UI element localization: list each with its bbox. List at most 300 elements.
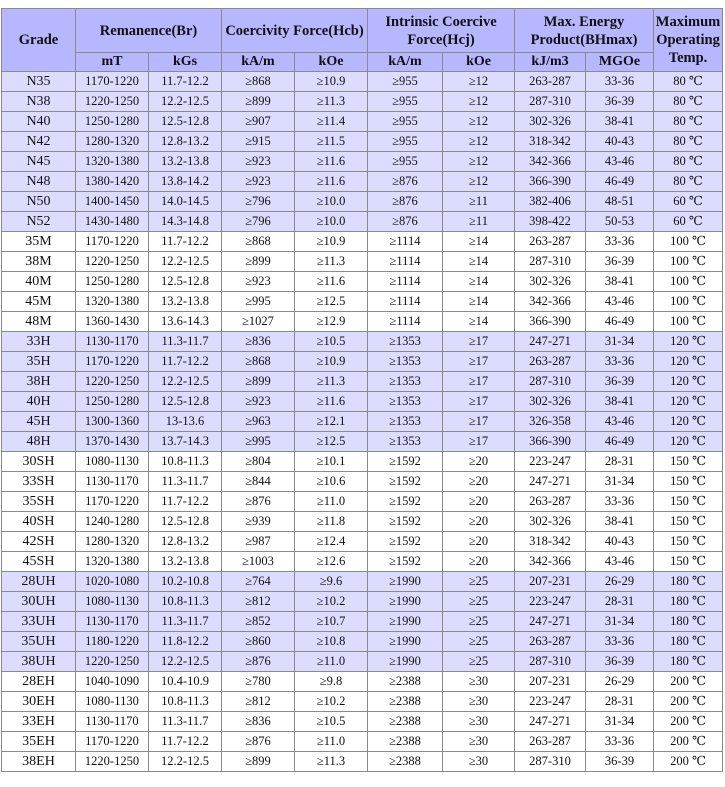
- hcb-kam-cell: ≥899: [222, 752, 295, 772]
- table-row: [2, 372, 723, 392]
- grade-cell: N48: [2, 172, 76, 192]
- max-temp-cell: 60 ℃: [654, 192, 723, 212]
- max-temp-cell: 120 ℃: [654, 432, 723, 452]
- table-row: [2, 252, 723, 272]
- max-temp-cell: 150 ℃: [654, 472, 723, 492]
- hcj-kam-cell: ≥1114: [368, 252, 443, 272]
- hcj-kam-cell: ≥1592: [368, 492, 443, 512]
- hcb-kam-cell: ≥764: [222, 572, 295, 592]
- max-temp-cell: 100 ℃: [654, 232, 723, 252]
- remanence-mt-cell: 1320-1380: [76, 552, 149, 572]
- remanence-kgs-cell: 11.7-12.2: [149, 492, 222, 512]
- remanence-mt-cell: 1080-1130: [76, 592, 149, 612]
- grade-cell: N52: [2, 212, 76, 232]
- hcj-koe-cell: ≥12: [443, 172, 515, 192]
- max-temp-cell: 150 ℃: [654, 512, 723, 532]
- bhmax-kjm3-cell: 318-342: [515, 132, 586, 152]
- hcj-koe-cell: ≥30: [443, 672, 515, 692]
- remanence-mt-cell: 1170-1220: [76, 352, 149, 372]
- hcb-koe-cell: ≥11.0: [295, 732, 368, 752]
- hcb-koe-cell: ≥11.0: [295, 652, 368, 672]
- bhmax-kjm3-cell: 302-326: [515, 112, 586, 132]
- table-row: [2, 632, 723, 652]
- hcb-kam-cell: ≥939: [222, 512, 295, 532]
- max-temp-cell: 180 ℃: [654, 612, 723, 632]
- hcb-kam-cell: ≥923: [222, 152, 295, 172]
- bhmax-kjm3-cell: 398-422: [515, 212, 586, 232]
- hcb-kam-cell: ≥899: [222, 92, 295, 112]
- remanence-mt-cell: 1400-1450: [76, 192, 149, 212]
- hcb-koe-cell: ≥10.1: [295, 452, 368, 472]
- table-row: [2, 332, 723, 352]
- bhmax-mgoe-cell: 36-39: [586, 252, 654, 272]
- hcb-koe-cell: ≥11.3: [295, 372, 368, 392]
- remanence-mt-cell: 1280-1320: [76, 532, 149, 552]
- remanence-kgs-cell: 13.2-13.8: [149, 552, 222, 572]
- grade-cell: 33H: [2, 332, 76, 352]
- grade-cell: 30UH: [2, 592, 76, 612]
- grade-cell: 35H: [2, 352, 76, 372]
- max-temp-cell: 100 ℃: [654, 312, 723, 332]
- bhmax-kjm3-cell: 263-287: [515, 632, 586, 652]
- hcb-koe-cell: ≥11.4: [295, 112, 368, 132]
- hcj-koe-cell: ≥14: [443, 272, 515, 292]
- bhmax-kjm3-cell: 247-271: [515, 472, 586, 492]
- hcj-kam-cell: ≥876: [368, 192, 443, 212]
- grade-cell: 33UH: [2, 612, 76, 632]
- grade-cell: 35SH: [2, 492, 76, 512]
- bhmax-kjm3-cell: 247-271: [515, 712, 586, 732]
- table-row: [2, 472, 723, 492]
- grade-cell: 35EH: [2, 732, 76, 752]
- bhmax-kjm3-cell: 366-390: [515, 172, 586, 192]
- hcb-koe-cell: ≥11.3: [295, 252, 368, 272]
- table-row: [2, 352, 723, 372]
- hcb-kam-cell: ≥868: [222, 72, 295, 92]
- hcb-koe-cell: ≥10.9: [295, 352, 368, 372]
- remanence-mt-cell: 1240-1280: [76, 512, 149, 532]
- remanence-kgs-cell: 14.3-14.8: [149, 212, 222, 232]
- table-row: [2, 652, 723, 672]
- remanence-kgs-cell: 10.8-11.3: [149, 452, 222, 472]
- header-grade: Grade: [2, 9, 76, 72]
- grade-cell: 28UH: [2, 572, 76, 592]
- table-row: [2, 492, 723, 512]
- grade-cell: 48H: [2, 432, 76, 452]
- hcj-kam-cell: ≥1990: [368, 612, 443, 632]
- hcj-koe-cell: ≥30: [443, 752, 515, 772]
- table-row: [2, 732, 723, 752]
- bhmax-kjm3-cell: 263-287: [515, 72, 586, 92]
- hcb-koe-cell: ≥11.6: [295, 392, 368, 412]
- bhmax-mgoe-cell: 26-29: [586, 672, 654, 692]
- bhmax-mgoe-cell: 28-31: [586, 592, 654, 612]
- remanence-kgs-cell: 13.2-13.8: [149, 152, 222, 172]
- table-row: [2, 712, 723, 732]
- bhmax-kjm3-cell: 287-310: [515, 252, 586, 272]
- table-row: [2, 172, 723, 192]
- bhmax-mgoe-cell: 43-46: [586, 292, 654, 312]
- hcb-koe-cell: ≥9.8: [295, 672, 368, 692]
- remanence-kgs-cell: 11.7-12.2: [149, 232, 222, 252]
- hcb-koe-cell: ≥9.6: [295, 572, 368, 592]
- hcj-kam-cell: ≥1990: [368, 592, 443, 612]
- grade-cell: 35M: [2, 232, 76, 252]
- hcb-kam-cell: ≥899: [222, 372, 295, 392]
- hcb-koe-cell: ≥10.2: [295, 692, 368, 712]
- remanence-mt-cell: 1250-1280: [76, 272, 149, 292]
- bhmax-kjm3-cell: 223-247: [515, 592, 586, 612]
- grade-cell: 30EH: [2, 692, 76, 712]
- remanence-kgs-cell: 13.7-14.3: [149, 432, 222, 452]
- max-temp-cell: 80 ℃: [654, 152, 723, 172]
- hcj-koe-cell: ≥20: [443, 512, 515, 532]
- header-max-energy: Max. Energy Product(BHmax): [515, 9, 654, 53]
- hcb-kam-cell: ≥836: [222, 332, 295, 352]
- magnet-grade-table: [1, 8, 723, 772]
- remanence-kgs-cell: 12.2-12.5: [149, 372, 222, 392]
- unit-mgoe: MGOe: [586, 53, 654, 72]
- remanence-mt-cell: 1220-1250: [76, 92, 149, 112]
- hcb-kam-cell: ≥899: [222, 252, 295, 272]
- bhmax-kjm3-cell: 287-310: [515, 92, 586, 112]
- bhmax-kjm3-cell: 302-326: [515, 392, 586, 412]
- hcb-koe-cell: ≥10.0: [295, 212, 368, 232]
- hcb-koe-cell: ≥10.5: [295, 712, 368, 732]
- hcj-kam-cell: ≥1592: [368, 552, 443, 572]
- hcj-koe-cell: ≥20: [443, 452, 515, 472]
- table-row: [2, 572, 723, 592]
- hcb-kam-cell: ≥804: [222, 452, 295, 472]
- remanence-mt-cell: 1220-1250: [76, 252, 149, 272]
- max-temp-cell: 100 ℃: [654, 252, 723, 272]
- header-coercivity: Coercivity Force(Hcb): [222, 9, 368, 53]
- table-row: [2, 312, 723, 332]
- hcb-kam-cell: ≥1003: [222, 552, 295, 572]
- max-temp-cell: 120 ℃: [654, 412, 723, 432]
- remanence-kgs-cell: 12.5-12.8: [149, 112, 222, 132]
- grade-cell: N38: [2, 92, 76, 112]
- bhmax-kjm3-cell: 207-231: [515, 572, 586, 592]
- hcj-koe-cell: ≥25: [443, 612, 515, 632]
- hcb-kam-cell: ≥963: [222, 412, 295, 432]
- bhmax-mgoe-cell: 40-43: [586, 132, 654, 152]
- remanence-mt-cell: 1130-1170: [76, 612, 149, 632]
- bhmax-mgoe-cell: 46-49: [586, 432, 654, 452]
- bhmax-kjm3-cell: 302-326: [515, 272, 586, 292]
- bhmax-mgoe-cell: 31-34: [586, 612, 654, 632]
- bhmax-kjm3-cell: 366-390: [515, 432, 586, 452]
- remanence-mt-cell: 1320-1380: [76, 292, 149, 312]
- remanence-mt-cell: 1130-1170: [76, 712, 149, 732]
- remanence-kgs-cell: 11.3-11.7: [149, 472, 222, 492]
- remanence-mt-cell: 1300-1360: [76, 412, 149, 432]
- hcb-koe-cell: ≥11.3: [295, 752, 368, 772]
- remanence-mt-cell: 1380-1420: [76, 172, 149, 192]
- max-temp-cell: 100 ℃: [654, 272, 723, 292]
- hcb-koe-cell: ≥10.9: [295, 232, 368, 252]
- hcj-kam-cell: ≥1353: [368, 432, 443, 452]
- max-temp-cell: 150 ℃: [654, 452, 723, 472]
- grade-cell: 35UH: [2, 632, 76, 652]
- bhmax-mgoe-cell: 28-31: [586, 692, 654, 712]
- hcj-kam-cell: ≥876: [368, 172, 443, 192]
- table-row: [2, 532, 723, 552]
- grade-cell: 38EH: [2, 752, 76, 772]
- magnet-grade-table-wrapper: [1, 8, 723, 772]
- hcj-koe-cell: ≥12: [443, 152, 515, 172]
- grade-cell: N42: [2, 132, 76, 152]
- grade-cell: 30SH: [2, 452, 76, 472]
- table-body: [2, 72, 723, 772]
- hcb-kam-cell: ≥915: [222, 132, 295, 152]
- hcj-kam-cell: ≥2388: [368, 712, 443, 732]
- max-temp-cell: 80 ℃: [654, 172, 723, 192]
- header-max-temp: Maximum Operating Temp.: [654, 9, 723, 72]
- remanence-mt-cell: 1180-1220: [76, 632, 149, 652]
- bhmax-mgoe-cell: 40-43: [586, 532, 654, 552]
- hcb-kam-cell: ≥780: [222, 672, 295, 692]
- hcj-koe-cell: ≥30: [443, 712, 515, 732]
- remanence-kgs-cell: 11.3-11.7: [149, 712, 222, 732]
- bhmax-mgoe-cell: 43-46: [586, 412, 654, 432]
- bhmax-mgoe-cell: 33-36: [586, 232, 654, 252]
- header-row-main: [2, 9, 723, 53]
- bhmax-mgoe-cell: 50-53: [586, 212, 654, 232]
- remanence-mt-cell: 1080-1130: [76, 692, 149, 712]
- hcb-kam-cell: ≥844: [222, 472, 295, 492]
- bhmax-kjm3-cell: 342-366: [515, 152, 586, 172]
- unit-hcj-koe: kOe: [443, 53, 515, 72]
- header-remanence: Remanence(Br): [76, 9, 222, 53]
- remanence-mt-cell: 1170-1220: [76, 732, 149, 752]
- bhmax-mgoe-cell: 38-41: [586, 272, 654, 292]
- hcj-kam-cell: ≥1592: [368, 472, 443, 492]
- remanence-kgs-cell: 12.5-12.8: [149, 272, 222, 292]
- bhmax-kjm3-cell: 263-287: [515, 732, 586, 752]
- hcj-koe-cell: ≥17: [443, 332, 515, 352]
- bhmax-kjm3-cell: 263-287: [515, 232, 586, 252]
- table-row: [2, 672, 723, 692]
- bhmax-mgoe-cell: 43-46: [586, 552, 654, 572]
- remanence-mt-cell: 1020-1080: [76, 572, 149, 592]
- bhmax-mgoe-cell: 38-41: [586, 512, 654, 532]
- remanence-kgs-cell: 12.2-12.5: [149, 252, 222, 272]
- remanence-kgs-cell: 10.2-10.8: [149, 572, 222, 592]
- grade-cell: 40SH: [2, 512, 76, 532]
- table-row: [2, 212, 723, 232]
- unit-mt: mT: [76, 53, 149, 72]
- unit-kgs: kGs: [149, 53, 222, 72]
- hcj-kam-cell: ≥876: [368, 212, 443, 232]
- table-row: [2, 152, 723, 172]
- hcb-kam-cell: ≥923: [222, 172, 295, 192]
- remanence-kgs-cell: 11.3-11.7: [149, 612, 222, 632]
- remanence-mt-cell: 1040-1090: [76, 672, 149, 692]
- hcj-kam-cell: ≥955: [368, 132, 443, 152]
- max-temp-cell: 200 ℃: [654, 672, 723, 692]
- remanence-kgs-cell: 13.6-14.3: [149, 312, 222, 332]
- hcb-kam-cell: ≥812: [222, 692, 295, 712]
- hcb-kam-cell: ≥812: [222, 592, 295, 612]
- hcj-koe-cell: ≥12: [443, 92, 515, 112]
- bhmax-mgoe-cell: 28-31: [586, 452, 654, 472]
- hcb-koe-cell: ≥12.6: [295, 552, 368, 572]
- table-row: [2, 112, 723, 132]
- remanence-mt-cell: 1130-1170: [76, 472, 149, 492]
- bhmax-mgoe-cell: 31-34: [586, 712, 654, 732]
- remanence-kgs-cell: 12.2-12.5: [149, 752, 222, 772]
- unit-kjm3: kJ/m3: [515, 53, 586, 72]
- remanence-kgs-cell: 10.4-10.9: [149, 672, 222, 692]
- remanence-kgs-cell: 13-13.6: [149, 412, 222, 432]
- hcj-koe-cell: ≥20: [443, 492, 515, 512]
- max-temp-cell: 120 ℃: [654, 352, 723, 372]
- max-temp-cell: 200 ℃: [654, 752, 723, 772]
- hcj-kam-cell: ≥1592: [368, 452, 443, 472]
- bhmax-kjm3-cell: 247-271: [515, 332, 586, 352]
- hcj-koe-cell: ≥17: [443, 392, 515, 412]
- hcj-kam-cell: ≥1990: [368, 572, 443, 592]
- hcj-kam-cell: ≥2388: [368, 732, 443, 752]
- hcb-koe-cell: ≥11.6: [295, 272, 368, 292]
- hcb-koe-cell: ≥10.0: [295, 192, 368, 212]
- bhmax-kjm3-cell: 287-310: [515, 752, 586, 772]
- max-temp-cell: 80 ℃: [654, 112, 723, 132]
- table-row: [2, 612, 723, 632]
- hcj-koe-cell: ≥20: [443, 532, 515, 552]
- bhmax-mgoe-cell: 46-49: [586, 172, 654, 192]
- table-row: [2, 592, 723, 612]
- hcb-koe-cell: ≥12.5: [295, 292, 368, 312]
- hcj-kam-cell: ≥2388: [368, 752, 443, 772]
- max-temp-cell: 100 ℃: [654, 292, 723, 312]
- remanence-kgs-cell: 12.5-12.8: [149, 392, 222, 412]
- hcj-kam-cell: ≥1990: [368, 632, 443, 652]
- hcb-kam-cell: ≥876: [222, 492, 295, 512]
- hcj-koe-cell: ≥14: [443, 232, 515, 252]
- remanence-kgs-cell: 10.8-11.3: [149, 692, 222, 712]
- bhmax-mgoe-cell: 26-29: [586, 572, 654, 592]
- hcb-kam-cell: ≥876: [222, 652, 295, 672]
- unit-hcb-kam: kA/m: [222, 53, 295, 72]
- max-temp-cell: 200 ℃: [654, 732, 723, 752]
- bhmax-mgoe-cell: 36-39: [586, 752, 654, 772]
- remanence-kgs-cell: 10.8-11.3: [149, 592, 222, 612]
- hcj-kam-cell: ≥1592: [368, 512, 443, 532]
- max-temp-cell: 150 ℃: [654, 532, 723, 552]
- grade-cell: 40H: [2, 392, 76, 412]
- hcb-koe-cell: ≥12.5: [295, 432, 368, 452]
- hcb-kam-cell: ≥1027: [222, 312, 295, 332]
- bhmax-mgoe-cell: 38-41: [586, 392, 654, 412]
- grade-cell: 33SH: [2, 472, 76, 492]
- remanence-kgs-cell: 11.7-12.2: [149, 352, 222, 372]
- hcj-koe-cell: ≥20: [443, 552, 515, 572]
- grade-cell: N45: [2, 152, 76, 172]
- hcb-koe-cell: ≥10.8: [295, 632, 368, 652]
- hcj-koe-cell: ≥17: [443, 432, 515, 452]
- bhmax-mgoe-cell: 33-36: [586, 72, 654, 92]
- bhmax-kjm3-cell: 263-287: [515, 352, 586, 372]
- bhmax-kjm3-cell: 302-326: [515, 512, 586, 532]
- hcj-kam-cell: ≥1353: [368, 352, 443, 372]
- remanence-kgs-cell: 13.2-13.8: [149, 292, 222, 312]
- max-temp-cell: 200 ℃: [654, 692, 723, 712]
- hcj-koe-cell: ≥14: [443, 252, 515, 272]
- hcj-koe-cell: ≥14: [443, 292, 515, 312]
- remanence-kgs-cell: 11.7-12.2: [149, 72, 222, 92]
- bhmax-mgoe-cell: 43-46: [586, 152, 654, 172]
- bhmax-mgoe-cell: 31-34: [586, 332, 654, 352]
- hcb-kam-cell: ≥852: [222, 612, 295, 632]
- bhmax-kjm3-cell: 287-310: [515, 652, 586, 672]
- grade-cell: N35: [2, 72, 76, 92]
- bhmax-mgoe-cell: 36-39: [586, 372, 654, 392]
- hcj-koe-cell: ≥11: [443, 212, 515, 232]
- hcj-kam-cell: ≥955: [368, 112, 443, 132]
- hcj-koe-cell: ≥25: [443, 632, 515, 652]
- remanence-mt-cell: 1080-1130: [76, 452, 149, 472]
- bhmax-kjm3-cell: 223-247: [515, 452, 586, 472]
- remanence-kgs-cell: 12.2-12.5: [149, 92, 222, 112]
- hcj-kam-cell: ≥1114: [368, 312, 443, 332]
- max-temp-cell: 180 ℃: [654, 572, 723, 592]
- hcj-kam-cell: ≥955: [368, 92, 443, 112]
- bhmax-kjm3-cell: 263-287: [515, 492, 586, 512]
- remanence-kgs-cell: 13.8-14.2: [149, 172, 222, 192]
- hcj-koe-cell: ≥17: [443, 352, 515, 372]
- hcj-koe-cell: ≥17: [443, 372, 515, 392]
- hcb-kam-cell: ≥995: [222, 292, 295, 312]
- remanence-mt-cell: 1220-1250: [76, 652, 149, 672]
- hcj-kam-cell: ≥1114: [368, 232, 443, 252]
- remanence-kgs-cell: 12.5-12.8: [149, 512, 222, 532]
- bhmax-mgoe-cell: 48-51: [586, 192, 654, 212]
- table-row: [2, 752, 723, 772]
- grade-cell: N40: [2, 112, 76, 132]
- max-temp-cell: 150 ℃: [654, 492, 723, 512]
- hcj-koe-cell: ≥12: [443, 132, 515, 152]
- remanence-mt-cell: 1220-1250: [76, 752, 149, 772]
- hcj-kam-cell: ≥1990: [368, 652, 443, 672]
- grade-cell: 40M: [2, 272, 76, 292]
- bhmax-mgoe-cell: 38-41: [586, 112, 654, 132]
- bhmax-kjm3-cell: 366-390: [515, 312, 586, 332]
- bhmax-mgoe-cell: 33-36: [586, 632, 654, 652]
- remanence-kgs-cell: 12.8-13.2: [149, 532, 222, 552]
- remanence-mt-cell: 1170-1220: [76, 72, 149, 92]
- header-intrinsic-coercive: Intrinsic Coercive Force(Hcj): [368, 9, 515, 53]
- remanence-kgs-cell: 12.8-13.2: [149, 132, 222, 152]
- hcb-koe-cell: ≥12.9: [295, 312, 368, 332]
- table-row: [2, 232, 723, 252]
- hcb-koe-cell: ≥11.0: [295, 492, 368, 512]
- bhmax-kjm3-cell: 247-271: [515, 612, 586, 632]
- grade-cell: 33EH: [2, 712, 76, 732]
- header-row-units: [2, 53, 723, 72]
- hcj-kam-cell: ≥1353: [368, 412, 443, 432]
- table-row: [2, 552, 723, 572]
- table-header: [2, 9, 723, 72]
- remanence-kgs-cell: 11.8-12.2: [149, 632, 222, 652]
- hcj-kam-cell: ≥1114: [368, 272, 443, 292]
- remanence-mt-cell: 1360-1430: [76, 312, 149, 332]
- hcb-kam-cell: ≥860: [222, 632, 295, 652]
- table-row: [2, 692, 723, 712]
- hcj-koe-cell: ≥25: [443, 592, 515, 612]
- bhmax-kjm3-cell: 318-342: [515, 532, 586, 552]
